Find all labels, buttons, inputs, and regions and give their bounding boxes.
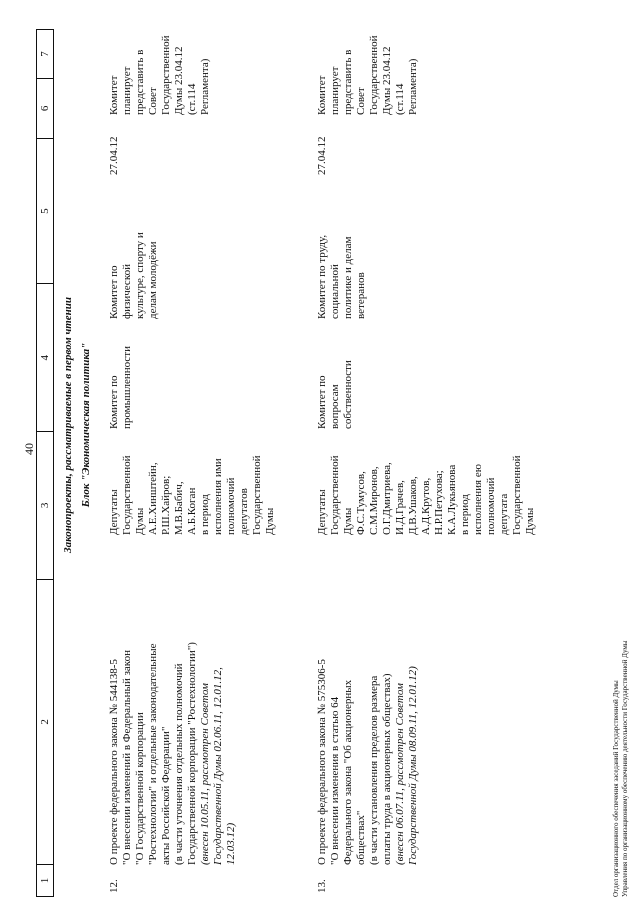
bill-note-line: 12.03.12): [225, 822, 237, 865]
bill-title-line: оплаты труда в акционерных обществах): [381, 673, 393, 865]
author-line: полномочий: [225, 477, 237, 535]
committee-line: политике и делам: [342, 236, 354, 319]
col-header-3: 3: [37, 431, 53, 579]
author-line: Р.Ш.Хайров;: [160, 475, 172, 535]
author-line: А.Д.Крутов,: [420, 477, 432, 535]
committee-line: культуре, спорту и: [134, 232, 146, 319]
committee-line: вопросам: [329, 384, 341, 429]
author-line: Государственной: [511, 455, 523, 535]
author-line: Думы: [134, 507, 146, 535]
remark-line: Государственной: [160, 35, 172, 115]
author-line: депутата: [498, 493, 510, 535]
bill-title-line: О проекте федерального закона № 575306-5: [316, 659, 328, 865]
remark-line: Комитет планирует: [108, 66, 133, 115]
author-line: Н.Р.Петухова;: [433, 470, 445, 535]
remark-line: Думы 23.04.12: [381, 46, 393, 115]
footer: [612, 297, 630, 897]
author-line: Думы: [524, 507, 536, 535]
bill-authors: [108, 443, 277, 535]
footer-line: Отдел организационного обеспечения заседаний Государственной Думы: [612, 680, 620, 897]
responsible-committee: [316, 333, 355, 429]
author-line: Государственной: [329, 455, 341, 535]
author-line: в период: [459, 494, 471, 535]
author-line: полномочий: [485, 477, 497, 535]
remark: [316, 31, 420, 115]
remark: [108, 31, 212, 115]
col-header-6: 6: [37, 78, 53, 138]
committee-line: Комитет по: [108, 375, 120, 429]
col-header-7: 7: [39, 51, 51, 57]
author-line: Государственной: [251, 455, 263, 535]
author-line: Депутаты: [108, 489, 120, 535]
bill-title-line: (в части установления пределов размера: [368, 675, 380, 865]
bill-title-line: Федерального закона "Об акционерных: [342, 679, 354, 865]
author-line: депутатов: [238, 488, 250, 535]
bill-title-line: акты Российской Федерации": [160, 726, 172, 865]
block-title: Блок "Экономическая политика": [80, 342, 92, 508]
author-line: исполнения ею: [472, 464, 484, 535]
coexecutor-committee: [316, 221, 368, 319]
committee-line: Комитет по: [108, 265, 120, 319]
column-number-header: [36, 29, 54, 897]
author-line: А.Б.Коган: [186, 487, 198, 535]
author-line: Государственной: [121, 455, 133, 535]
remark-line: представить в Совет: [342, 49, 367, 115]
remark-line: представить в Совет: [134, 49, 159, 115]
row-number: 12.: [108, 879, 120, 893]
committee-line: социальной: [329, 264, 341, 319]
author-line: Думы: [264, 507, 276, 535]
bill-authors: [316, 443, 537, 535]
footer-line: Управления по организационному обеспечению деятельности Государственной Думы: [621, 640, 629, 897]
remark-line: (ст.114 Регламента): [394, 58, 419, 115]
committee-line: промышленности: [121, 346, 133, 429]
coexecutor-committee: [108, 221, 160, 319]
author-line: Д.В.Ушаков,: [407, 476, 419, 535]
bill-note-line: (внесен 10.05.11, рассмотрен Советом: [199, 683, 211, 865]
bill-title-line: О проекте федерального закона № 544138-5: [108, 659, 120, 865]
bill-title-line: "О внесении изменения в статью 64: [329, 696, 341, 865]
committee-line: Комитет по труду,: [316, 234, 328, 319]
col-header-2: 2: [37, 579, 53, 864]
bill-title-line: "О внесении изменений в Федеральный закон: [121, 650, 133, 865]
author-line: А.Е.Хинштейн,: [147, 462, 159, 535]
bill-title-line: "О Государственной корпорации: [134, 712, 146, 865]
author-line: в период: [199, 494, 211, 535]
committee-line: Комитет по: [316, 375, 328, 429]
bill-title-line: (в части уточнения отдельных полномочий: [173, 663, 185, 865]
remark-line: (ст.114 Регламента): [186, 58, 211, 115]
author-line: С.М.Миронов,: [368, 466, 380, 535]
author-line: Думы: [342, 507, 354, 535]
author-line: Депутаты: [316, 489, 328, 535]
remark-line: Думы 23.04.12: [173, 46, 185, 115]
section-title: Законопроекты, рассматриваемые в первом чтении: [62, 297, 74, 553]
remark-line: Комитет планирует: [316, 66, 341, 115]
col-header-4: 4: [37, 283, 53, 431]
review-date: 27.04.12: [316, 136, 328, 175]
author-line: Ф.С.Тумусов,: [355, 471, 367, 535]
bill-title: [108, 545, 238, 865]
bill-note-line: Государственной Думы 02.06.11, 12.01.12,: [212, 667, 224, 865]
page-number: 40: [22, 443, 36, 455]
bill-title-line: Государственной корпорации "Ростехнологии"): [186, 642, 198, 865]
author-line: М.В.Бабич,: [173, 481, 185, 535]
committee-line: физической: [121, 264, 133, 319]
bill-title: [316, 545, 420, 865]
review-date: 27.04.12: [108, 136, 120, 175]
col-header-5: 5: [37, 138, 53, 284]
author-line: исполнения ими: [212, 458, 224, 535]
author-line: О.Г.Дмитриева,: [381, 462, 393, 535]
committee-line: ветеранов: [355, 272, 367, 319]
col-header-1: 1: [37, 864, 53, 896]
bill-note-line: (внесен 06.07.11, рассмотрен Советом: [394, 683, 406, 865]
bill-title-line: "Ростехнологии" и отдельные законодательные: [147, 643, 159, 865]
author-line: К.А.Лукьянова: [446, 464, 458, 535]
committee-line: собственности: [342, 360, 354, 429]
remark-line: Государственной: [368, 35, 380, 115]
responsible-committee: [108, 333, 134, 429]
bill-title-line: обществах": [355, 810, 367, 865]
bill-note-line: Государственной Думы 08.09.11, 12.01.12): [407, 666, 419, 865]
row-number: 13.: [316, 879, 328, 893]
author-line: И.Д.Грачев,: [394, 480, 406, 535]
committee-line: делам молодёжи: [147, 241, 159, 319]
